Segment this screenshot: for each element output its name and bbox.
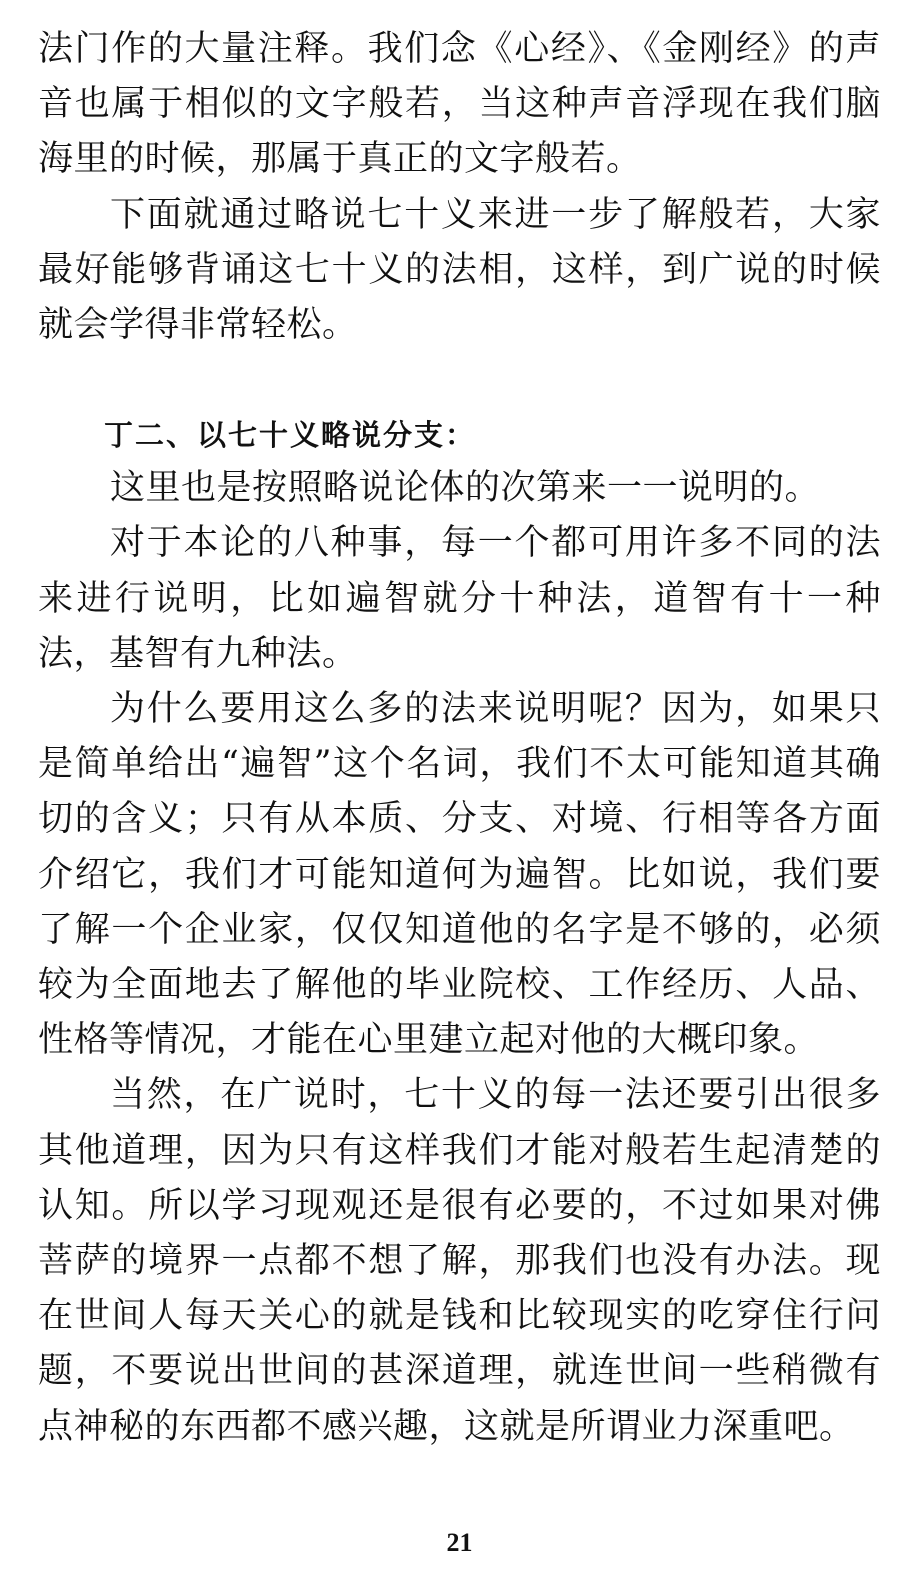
paragraph-order-explanation: 这里也是按照略说论体的次第来一一说明的。: [110, 468, 821, 509]
document-page: [38, 22, 881, 1455]
paragraph-eight-topics: 对于本论的八种事，每一个都可用许多不同的法来进行说明，比如遍智就分十种法，道智有十一种法，基智有九种法。: [38, 523, 881, 674]
page-number: 21: [446, 1528, 473, 1557]
paragraph-seventy-meanings-intro: 下面就通过略说七十义来进一步了解般若，大家最好能够背诵这七十义的法相，这样，到广说的时候就会学得非常轻松。: [38, 194, 881, 346]
paragraph-continued: 法门作的大量注释。我们念《心经》、《金刚经》的声音也属于相似的文字般若，当这种声音浮现在我们脑海里的时候，那属于真正的文字般若。: [38, 29, 881, 180]
paragraph-detailed-explanation: 当然，在广说时，七十义的每一法还要引出很多其他道理，因为只有这样我们才能对般若生起清楚的认知。所以学习现观还是很有必要的，不过如果对佛菩萨的境界一点都不想了解，那我们也没有办法。现在世间人每天关心的就是钱和比较现实的吃穿住行问题，不要说出世间的甚深道理，就连世间一些稍微有点神秘的东西都不感兴趣，这就是所谓业力深重吧。: [38, 1075, 881, 1447]
section-heading: 丁二、以七十义略说分支：: [104, 418, 477, 453]
paragraph-why-many-dharmas: 为什么要用这么多的法来说明呢？因为，如果只是简单给出“遍智”这个名词，我们不太可能知道其确切的含义；只有从本质、分支、对境、行相等各方面介绍它，我们才可能知道何为遍智。比如说，我们要了解一个企业家，仅仅知道他的名字是不够的，必须较为全面地去了解他的毕业院校、工作经历、人品、性格等情况，才能在心里建立起对他的大概印象。: [38, 689, 881, 1061]
section-spacer: [38, 353, 881, 409]
